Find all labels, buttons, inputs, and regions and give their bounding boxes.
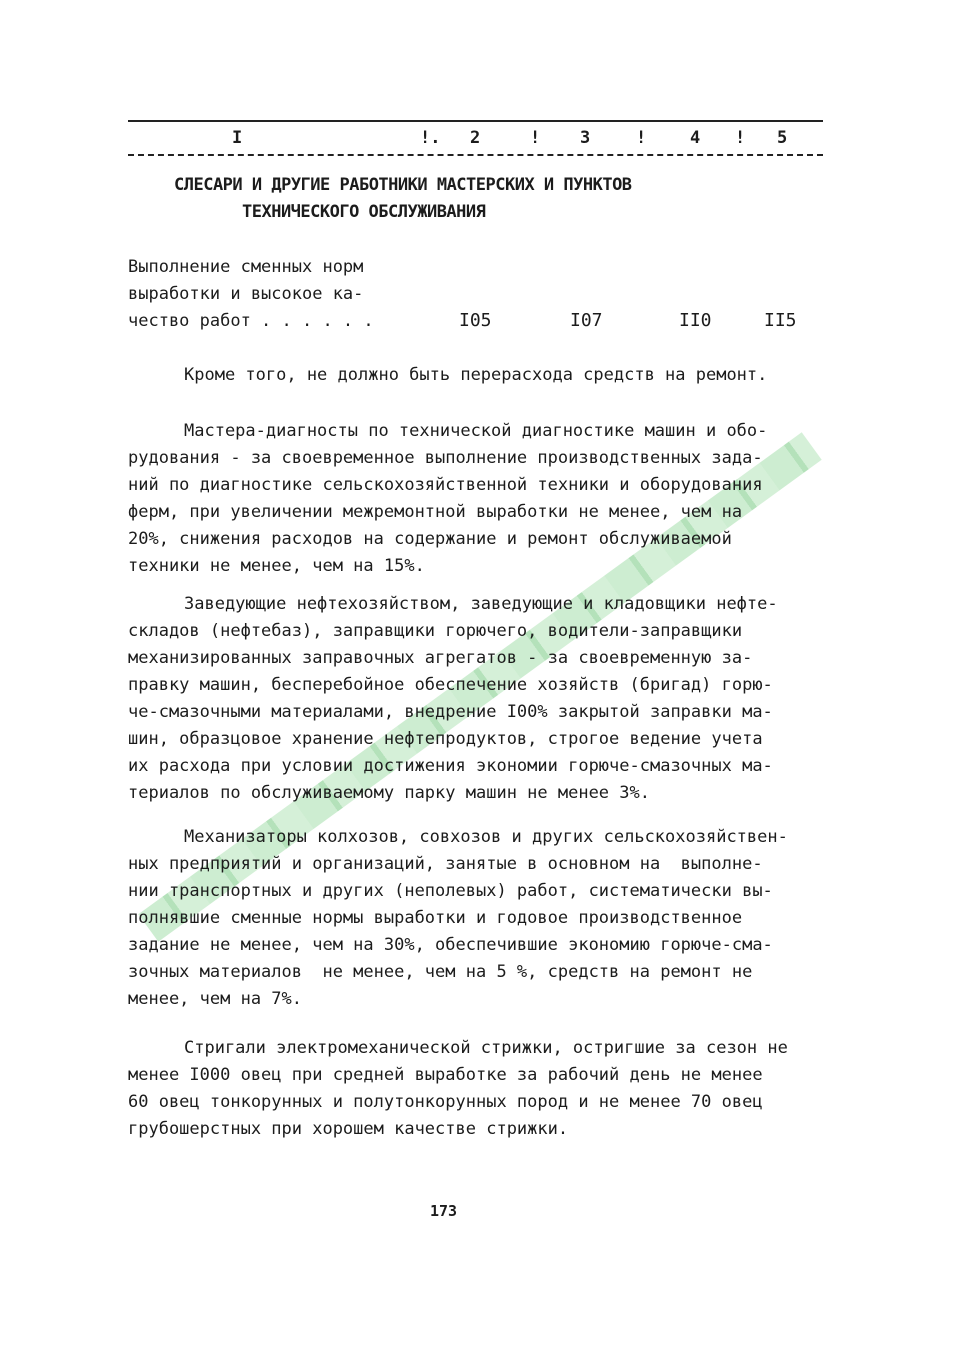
paragraph-line: че-смазочными материалами, внедрение I00% закрытой заправки ма-: [128, 702, 773, 722]
column-header-1: I: [232, 128, 243, 148]
paragraph-line: грубошерстных при хорошем качестве стрижки.: [128, 1119, 569, 1139]
paragraph-line: 60 овец тонкорунных и полутонкорунных пород и не менее 70 овец: [128, 1092, 763, 1112]
paragraph-repair-costs: Кроме того, не должно быть перерасхода средств на ремонт.: [184, 365, 768, 385]
paragraph-line: Стригали электромеханической стрижки, остригшие за сезон не: [184, 1038, 788, 1058]
column-header-5: 5: [777, 128, 788, 148]
row-value-col-3: I07: [570, 310, 603, 331]
paragraph-line: задание не менее, чем на 30%, обеспечившие экономию горюче-сма-: [128, 935, 773, 955]
paragraph-line: териалов по обслуживаемому парку машин не менее 3%.: [128, 783, 650, 803]
paragraph-line: нии транспортных и других (неполевых) работ, систематически вы-: [128, 881, 773, 901]
paragraph-line: Заведующие нефтехозяйством, заведующие и кладовщики нефте-: [184, 594, 778, 614]
paragraph-line: зочных материалов не менее, чем на 5 %, средств на ремонт не: [128, 962, 753, 982]
section-title-line-2: ТЕХНИЧЕСКОГО ОБСЛУЖИВАНИЯ: [242, 202, 486, 222]
row-label-line-3: чество работ . . . . . .: [128, 311, 374, 331]
paragraph-line: рудования - за своевременное выполнение производственных зада-: [128, 448, 763, 468]
paragraph-line: техники не менее, чем на 15%.: [128, 556, 425, 576]
row-label-line-2: выработки и высокое ка-: [128, 284, 364, 304]
paragraph-line: Механизаторы колхозов, совхозов и других сельскохозяйствен-: [184, 827, 788, 847]
paragraph-line: шин, образцовое хранение нефтепродуктов, строгое ведение учета: [128, 729, 763, 749]
paragraph-line: правку машин, бесперебойное обеспечение хозяйств (бригад) горю-: [128, 675, 773, 695]
paragraph-line: Мастера-диагносты по технической диагностике машин и обо-: [184, 421, 768, 441]
section-title-line-1: СЛЕСАРИ И ДРУГИЕ РАБОТНИКИ МАСТЕРСКИХ И ПУНКТОВ: [174, 175, 632, 195]
row-value-col-4: II0: [679, 310, 712, 331]
paragraph-line: ний по диагностике сельскохозяйственной техники и оборудования: [128, 475, 763, 495]
paragraph-line: механизированных заправочных агрегатов - за своевременную за-: [128, 648, 753, 668]
paragraph-line: менее I000 овец при средней выработке за рабочий день не менее: [128, 1065, 763, 1085]
column-header-3: 3: [580, 128, 591, 148]
paragraph-line: ферм, при увеличении межремонтной выработки не менее, чем на: [128, 502, 743, 522]
paragraph-line: складов (нефтебаз), заправщики горючего, водители-заправщики: [128, 621, 743, 641]
paragraph-line: ных предприятий и организаций, занятые в основном на выполне-: [128, 854, 763, 874]
paragraph-line: менее, чем на 7%.: [128, 989, 302, 1009]
column-header-4: 4: [690, 128, 701, 148]
column-separator: !: [636, 128, 647, 148]
column-separator: !: [735, 128, 746, 148]
column-header-2: 2: [470, 128, 481, 148]
paragraph-line: их расхода при условии достижения экономии горюче-смазочных ма-: [128, 756, 773, 776]
table-top-rule: [128, 120, 823, 122]
row-value-col-2: I05: [459, 310, 492, 331]
row-label-line-1: Выполнение сменных норм: [128, 257, 364, 277]
column-separator: !.: [420, 128, 441, 148]
page-number: 173: [430, 1202, 458, 1220]
paragraph-line: полнявшие сменные нормы выработки и годовое производственное: [128, 908, 743, 928]
table-header-rule: [128, 154, 823, 156]
column-separator: !: [530, 128, 541, 148]
paragraph-line: 20%, снижения расходов на содержание и ремонт обслуживаемой: [128, 529, 732, 549]
row-value-col-5: II5: [764, 310, 797, 331]
